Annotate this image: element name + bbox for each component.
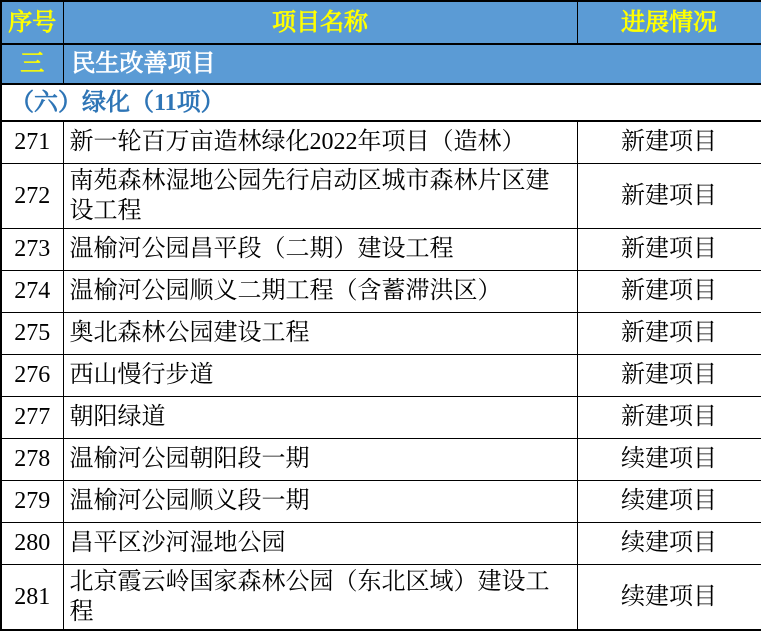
cell-project-name: 奥北森林公园建设工程 — [63, 312, 577, 354]
cell-serial: 274 — [1, 270, 63, 312]
column-header-serial: 序号 — [1, 1, 63, 44]
cell-project-name: 温榆河公园朝阳段一期 — [63, 438, 577, 480]
table-row — [1, 480, 761, 522]
cell-project-name: 新一轮百万亩造林绿化2022年项目（造林） — [63, 121, 577, 163]
section-index: 三 — [1, 44, 63, 84]
table-row — [1, 564, 761, 630]
cell-project-name: 朝阳绿道 — [63, 396, 577, 438]
cell-serial: 281 — [1, 564, 63, 630]
cell-project-name: 温榆河公园顺义段一期 — [63, 480, 577, 522]
cell-serial: 272 — [1, 163, 63, 228]
cell-progress: 新建项目 — [577, 396, 761, 438]
cell-progress: 新建项目 — [577, 354, 761, 396]
cell-progress: 新建项目 — [577, 228, 761, 270]
cell-project-name: 温榆河公园顺义二期工程（含蓄滞洪区） — [63, 270, 577, 312]
cell-serial: 279 — [1, 480, 63, 522]
cell-progress: 续建项目 — [577, 438, 761, 480]
cell-serial: 276 — [1, 354, 63, 396]
cell-serial: 271 — [1, 121, 63, 163]
cell-serial: 277 — [1, 396, 63, 438]
table-row — [1, 312, 761, 354]
cell-progress: 续建项目 — [577, 522, 761, 564]
cell-progress: 新建项目 — [577, 163, 761, 228]
cell-project-name: 昌平区沙河湿地公园 — [63, 522, 577, 564]
cell-project-name: 南苑森林湿地公园先行启动区城市森林片区建设工程 — [63, 163, 577, 228]
cell-serial: 275 — [1, 312, 63, 354]
cell-serial: 280 — [1, 522, 63, 564]
cell-progress: 新建项目 — [577, 270, 761, 312]
cell-progress: 新建项目 — [577, 312, 761, 354]
cell-serial: 278 — [1, 438, 63, 480]
column-header-progress: 进展情况 — [577, 1, 761, 44]
table-row — [1, 270, 761, 312]
table-header-row — [1, 1, 761, 44]
table-row — [1, 438, 761, 480]
subsection-title: （六）绿化（11项） — [1, 84, 761, 121]
table-row — [1, 121, 761, 163]
table-row — [1, 354, 761, 396]
table-row — [1, 522, 761, 564]
cell-progress: 续建项目 — [577, 480, 761, 522]
cell-progress: 续建项目 — [577, 564, 761, 630]
section-title: 民生改善项目 — [63, 44, 761, 84]
table-row — [1, 228, 761, 270]
table-row — [1, 163, 761, 228]
cell-progress: 新建项目 — [577, 121, 761, 163]
table-row — [1, 396, 761, 438]
cell-project-name: 北京霞云岭国家森林公园（东北区域）建设工程 — [63, 564, 577, 630]
column-header-project-name: 项目名称 — [63, 1, 577, 44]
cell-serial: 273 — [1, 228, 63, 270]
cell-project-name: 西山慢行步道 — [63, 354, 577, 396]
section-row — [1, 44, 761, 84]
subsection-row — [1, 84, 761, 121]
cell-project-name: 温榆河公园昌平段（二期）建设工程 — [63, 228, 577, 270]
